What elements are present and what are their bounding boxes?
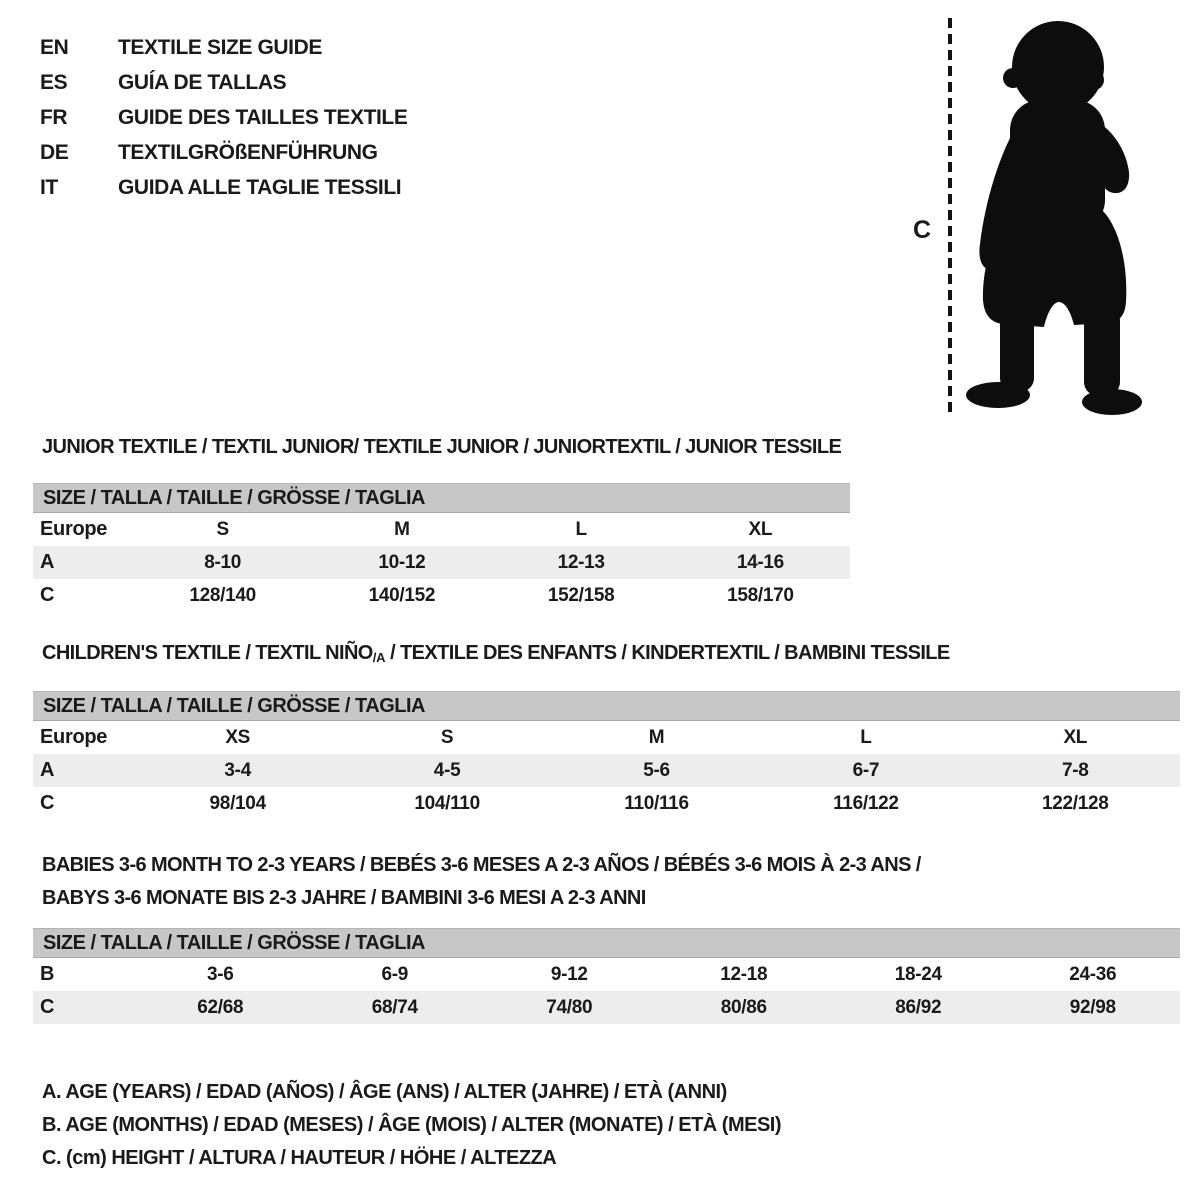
language-row-de: [40, 135, 407, 170]
language-label: GUIDA ALLE TAGLIE TESSILI: [118, 175, 402, 199]
legend: [42, 1076, 781, 1175]
value-cell: 152/158: [547, 584, 615, 606]
language-label: GUÍA DE TALLAS: [118, 70, 287, 94]
children-size-header-bar: SIZE / TALLA / TAILLE / GRÖSSE / TAGLIA: [33, 691, 1180, 721]
value-cell: 12-18: [720, 963, 768, 985]
row-label: A: [40, 551, 55, 573]
junior-section-title: JUNIOR TEXTILE / TEXTIL JUNIOR/ TEXTILE JUNIOR / JUNIORTEXTIL / JUNIOR TESSILE: [42, 436, 842, 458]
value-cell: 158/170: [727, 584, 794, 606]
row-label: Europe: [40, 726, 108, 748]
children-title-text: / TEXTILE DES ENFANTS / KINDERTEXTIL / BAMBINI TESSILE: [385, 642, 950, 664]
language-row-fr: [40, 100, 407, 135]
junior-size-table: [33, 513, 850, 612]
height-measure-label: C: [913, 216, 932, 244]
language-row-it: [40, 170, 407, 205]
value-cell: 86/92: [895, 996, 942, 1018]
value-cell: 62/68: [197, 996, 244, 1018]
row-label: C: [40, 584, 55, 606]
table-row-height: [33, 991, 1180, 1024]
language-code: EN: [40, 35, 69, 59]
size-cell: L: [860, 726, 872, 748]
value-cell: 128/140: [189, 584, 256, 606]
table-row-height: [33, 787, 1180, 820]
row-label: Europe: [40, 518, 108, 540]
language-row-en: [40, 30, 407, 65]
children-title-text: CHILDREN'S TEXTILE / TEXTIL NIÑO: [42, 642, 373, 664]
value-cell: 3-6: [206, 963, 234, 985]
value-cell: 98/104: [209, 792, 266, 814]
language-header: [40, 30, 407, 205]
size-cell: S: [440, 726, 454, 748]
row-label: C: [40, 792, 55, 814]
value-cell: 122/128: [1041, 792, 1109, 814]
value-cell: 8-10: [204, 551, 242, 573]
table-row-europe: [33, 721, 1180, 754]
children-section-title: [42, 643, 950, 665]
value-cell: 6-9: [381, 963, 409, 985]
legend-line-age-months: B. AGE (MONTHS) / EDAD (MESES) / ÂGE (MOIS) / ALTER (MONATE) / ETÀ (MESI): [42, 1114, 782, 1136]
babies-title-line2: BABYS 3-6 MONATE BIS 2-3 JAHRE / BAMBINI 3-6 MESI A 2-3 ANNI: [42, 887, 646, 909]
language-label: GUIDE DES TAILLES TEXTILE: [118, 105, 408, 129]
table-row-age: [33, 546, 850, 579]
size-cell: L: [575, 518, 587, 540]
table-row-age-months: [33, 958, 1180, 991]
size-cell: XL: [1063, 726, 1088, 748]
children-table-block: [33, 691, 1180, 820]
value-cell: 5-6: [643, 759, 670, 781]
language-label: TEXTILGRÖßENFÜHRUNG: [118, 140, 378, 164]
junior-size-header-bar: SIZE / TALLA / TAILLE / GRÖSSE / TAGLIA: [33, 483, 850, 513]
value-cell: 24-36: [1069, 963, 1117, 985]
value-cell: 74/80: [546, 996, 593, 1018]
row-label: B: [40, 963, 55, 985]
value-cell: 9-12: [550, 963, 588, 985]
babies-title-line1: BABIES 3-6 MONTH TO 2-3 YEARS / BEBÉS 3-6 MESES A 2-3 AÑOS / BÉBÉS 3-6 MOIS À 2-3 ANS /: [42, 854, 921, 876]
babies-size-header-bar: SIZE / TALLA / TAILLE / GRÖSSE / TAGLIA: [33, 928, 1180, 958]
legend-line-age-years: A. AGE (YEARS) / EDAD (AÑOS) / ÂGE (ANS) / ALTER (JAHRE) / ETÀ (ANNI): [42, 1081, 727, 1103]
value-cell: 68/74: [371, 996, 418, 1018]
table-row-europe: [33, 513, 850, 546]
table-row-age: [33, 754, 1180, 787]
children-size-table: [33, 721, 1180, 820]
size-cell: XS: [225, 726, 251, 748]
toddler-silhouette-icon: [962, 14, 1142, 420]
children-title-subscript: /A: [372, 650, 386, 665]
table-row-height: [33, 579, 850, 612]
babies-section-title: [42, 849, 921, 915]
value-cell: 80/86: [720, 996, 767, 1018]
value-cell: 7-8: [1062, 759, 1089, 781]
height-measure-dashed-line: [948, 18, 952, 416]
value-cell: 10-12: [378, 551, 426, 573]
language-code: IT: [40, 175, 58, 199]
babies-table-block: [33, 928, 1180, 1024]
row-label: A: [40, 759, 55, 781]
value-cell: 104/110: [414, 792, 480, 814]
value-cell: 110/116: [624, 792, 689, 814]
language-label: TEXTILE SIZE GUIDE: [118, 35, 322, 59]
row-label: C: [40, 996, 55, 1018]
value-cell: 6-7: [852, 759, 880, 781]
language-row-es: [40, 65, 407, 100]
legend-line-height: C. (cm) HEIGHT / ALTURA / HAUTEUR / HÖHE / ALTEZZA: [42, 1147, 557, 1169]
value-cell: 140/152: [368, 584, 436, 606]
language-code: ES: [40, 70, 68, 94]
size-cell: S: [216, 518, 229, 540]
value-cell: 18-24: [894, 963, 942, 985]
language-code: DE: [40, 140, 69, 164]
value-cell: 92/98: [1069, 996, 1116, 1018]
size-cell: M: [648, 726, 665, 748]
value-cell: 116/122: [833, 792, 899, 814]
value-cell: 3-4: [224, 759, 251, 781]
value-cell: 12-13: [557, 551, 605, 573]
size-cell: XL: [748, 518, 773, 540]
value-cell: 4-5: [433, 759, 461, 781]
babies-size-table: [33, 958, 1180, 1024]
junior-table-block: [33, 483, 850, 612]
value-cell: 14-16: [736, 551, 784, 573]
language-code: FR: [40, 105, 68, 129]
size-cell: M: [394, 518, 410, 540]
